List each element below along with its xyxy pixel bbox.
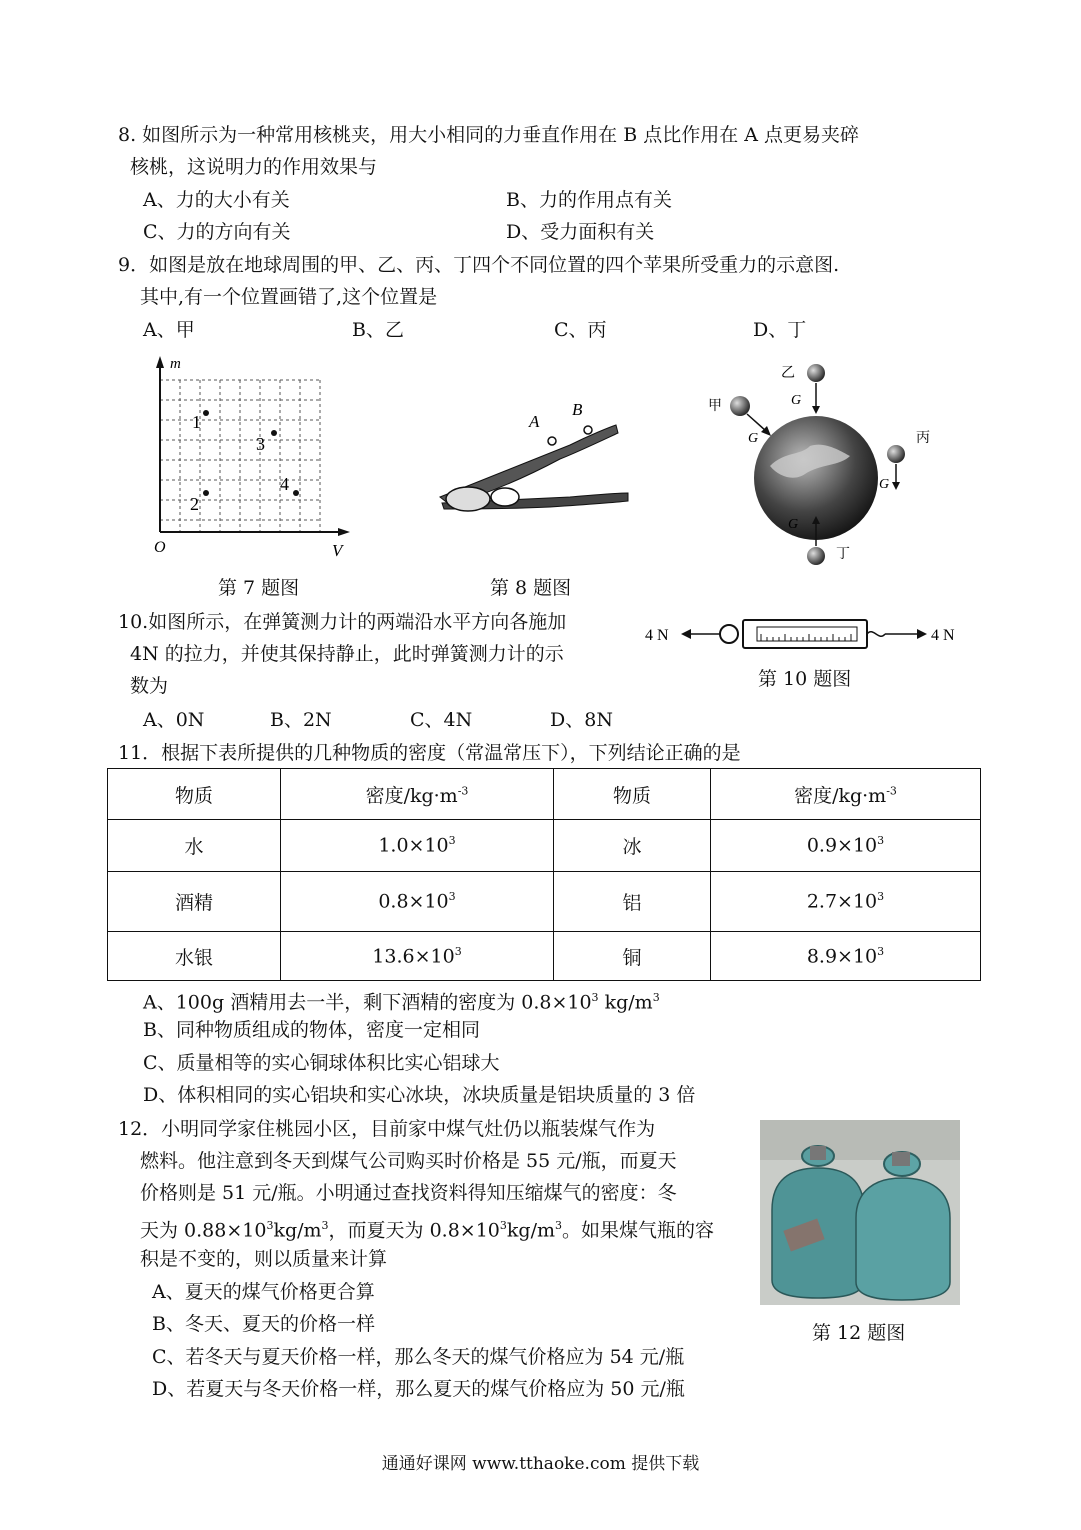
table-row bbox=[108, 872, 981, 932]
q11-option-d: D、体积相同的实心铝块和实心冰块，冰块质量是铝块质量的 3 倍 bbox=[143, 1084, 696, 1106]
cell-substance: 冰 bbox=[554, 820, 711, 872]
q12-option-b: B、冬天、夏天的价格一样 bbox=[152, 1313, 375, 1335]
cell-density: $8.9\times 10^3$ bbox=[711, 932, 981, 981]
q11-option-c: C、质量相等的实心铜球体积比实心铝球大 bbox=[143, 1052, 500, 1074]
cell-substance: 铝 bbox=[554, 872, 711, 932]
cell-substance: 铜 bbox=[554, 932, 711, 981]
q8-option-c: C、力的方向有关 bbox=[143, 221, 291, 243]
left-force-label: 4 N bbox=[645, 627, 669, 644]
q12-stem-line4: 天为 $0.88\times 10^3kg/m^3$，而夏天为 $0.8\times 10^3kg/m^3$。如果煤气瓶的容 bbox=[140, 1219, 715, 1242]
cell-substance: 水 bbox=[108, 820, 281, 872]
figure-10-caption: 第 10 题图 bbox=[758, 668, 852, 690]
figure-12-caption: 第 12 题图 bbox=[812, 1322, 906, 1344]
figure-12-photo bbox=[760, 1120, 960, 1305]
table-row bbox=[108, 820, 981, 872]
header-density-1: 密度$/kg\cdot m^{-3}$ bbox=[281, 769, 554, 820]
figure-7-graph bbox=[148, 352, 358, 564]
origin-label: O bbox=[154, 539, 166, 556]
force-yi: G bbox=[791, 393, 802, 408]
q10-stem-line1: 10.如图所示，在弹簧测力计的两端沿水平方向各施加 bbox=[118, 611, 567, 633]
figure-8-caption: 第 8 题图 bbox=[490, 577, 572, 599]
point-4 bbox=[293, 490, 299, 496]
q8-option-b: B、力的作用点有关 bbox=[506, 189, 672, 211]
gas-cylinders-illustration bbox=[760, 1120, 960, 1305]
scale-body bbox=[743, 620, 867, 648]
q9-option-a: A、甲 bbox=[143, 319, 195, 341]
q12-option-d: D、若夏天与冬天价格一样，那么夏天的煤气价格应为 50 元/瓶 bbox=[152, 1378, 685, 1400]
ring bbox=[720, 625, 738, 643]
q12-stem-line1: 12．小明同学家住桃园小区，目前家中煤气灶仍以瓶装煤气作为 bbox=[118, 1118, 656, 1140]
cell-density: $0.8\times 10^3$ bbox=[281, 872, 554, 932]
q9-stem-line2: 其中,有一个位置画错了,这个位置是 bbox=[140, 286, 438, 308]
q8-option-a: A、力的大小有关 bbox=[143, 189, 290, 211]
cell-density: $0.9\times 10^3$ bbox=[711, 820, 981, 872]
q8-stem-line1: 8. 如图所示为一种常用核桃夹，用大小相同的力垂直作用在 B 点比作用在 A 点更易夹碎 bbox=[118, 124, 860, 146]
grid-lines bbox=[160, 380, 320, 532]
point-1 bbox=[203, 410, 209, 416]
force-bing: G bbox=[879, 477, 890, 492]
label-jia: 甲 bbox=[708, 398, 722, 414]
label-yi: 乙 bbox=[781, 365, 795, 381]
q10-option-b: B、2N bbox=[270, 709, 332, 731]
x-axis-arrow bbox=[338, 528, 350, 536]
q9-option-d: D、丁 bbox=[753, 319, 807, 341]
label-a: A bbox=[529, 412, 540, 431]
apple-bing bbox=[887, 445, 905, 463]
q10-stem-line2: 4N 的拉力，并使其保持静止，此时弹簧测力计的示 bbox=[130, 643, 564, 665]
q10-option-a: A、0N bbox=[143, 709, 205, 731]
q12-stem-line2: 燃料。他注意到冬天到煤气公司购买时价格是 55 元/瓶，而夏天 bbox=[140, 1150, 677, 1172]
table-header-row bbox=[108, 769, 981, 820]
y-axis-arrow bbox=[156, 356, 164, 368]
right-force-label: 4 N bbox=[931, 627, 955, 644]
point-3 bbox=[271, 430, 277, 436]
label-ding: 丁 bbox=[836, 546, 850, 562]
force-jia: G bbox=[748, 431, 759, 446]
figure-10-spring-scale bbox=[645, 614, 965, 654]
apple-ding bbox=[807, 547, 825, 565]
q9-option-b: B、乙 bbox=[352, 319, 404, 341]
table-row bbox=[108, 932, 981, 981]
header-substance-2: 物质 bbox=[554, 769, 711, 820]
q8-stem-line2: 核桃，这说明力的作用效果与 bbox=[130, 156, 378, 178]
x-axis-label: V bbox=[332, 541, 343, 560]
apple-yi bbox=[807, 364, 825, 382]
cylinder-right bbox=[856, 1178, 950, 1300]
figure-7-caption: 第 7 题图 bbox=[218, 577, 300, 599]
header-substance-1: 物质 bbox=[108, 769, 281, 820]
q10-option-d: D、8N bbox=[550, 709, 613, 731]
point-b-marker bbox=[584, 426, 592, 434]
q10-stem-line3: 数为 bbox=[130, 675, 169, 697]
q9-option-c: C、丙 bbox=[554, 319, 607, 341]
q11-stem: 11．根据下表所提供的几种物质的密度（常温常压下），下列结论正确的是 bbox=[118, 742, 741, 764]
cell-substance: 水银 bbox=[108, 932, 281, 981]
label-b: B bbox=[572, 400, 583, 419]
force-ding: G bbox=[788, 517, 799, 532]
apple-jia bbox=[730, 396, 750, 416]
point-label-2: 2 bbox=[190, 494, 199, 514]
cell-density: $1.0\times 10^3$ bbox=[281, 820, 554, 872]
cell-density: $2.7\times 10^3$ bbox=[711, 872, 981, 932]
q8-option-d: D、受力面积有关 bbox=[506, 221, 655, 243]
figure-9-earth bbox=[700, 356, 940, 574]
figure-8-nutcracker bbox=[420, 395, 640, 525]
y-axis-label: m bbox=[170, 356, 181, 372]
q12-option-c: C、若冬天与夏天价格一样，那么冬天的煤气价格应为 54 元/瓶 bbox=[152, 1346, 685, 1368]
cell-substance: 酒精 bbox=[108, 872, 281, 932]
cell-density: $13.6\times 10^3$ bbox=[281, 932, 554, 981]
density-table bbox=[107, 768, 981, 981]
point-label-1: 1 bbox=[192, 412, 201, 432]
q12-stem-line3: 价格则是 51 元/瓶。小明通过查找资料得知压缩煤气的密度：冬 bbox=[140, 1182, 677, 1204]
q11-option-b: B、同种物质组成的物体，密度一定相同 bbox=[143, 1019, 480, 1041]
point-label-3: 3 bbox=[256, 434, 265, 454]
header-density-2: 密度$/kg\cdot m^{-3}$ bbox=[711, 769, 981, 820]
q11-option-a: A、100g 酒精用去一半，剩下酒精的密度为 $0.8\times 10^3$ $kg/m^3$ bbox=[143, 991, 660, 1014]
point-a-marker bbox=[548, 437, 556, 445]
point-label-4: 4 bbox=[280, 474, 289, 494]
q10-option-c: C、4N bbox=[410, 709, 473, 731]
page-footer: 通通好课网 www.tthaoke.com 提供下载 bbox=[381, 1454, 700, 1474]
label-bing: 丙 bbox=[916, 430, 930, 446]
q9-stem-line1: 9．如图是放在地球周围的甲、乙、丙、丁四个不同位置的四个苹果所受重力的示意图. bbox=[118, 254, 840, 276]
q12-option-a: A、夏天的煤气价格更合算 bbox=[152, 1281, 375, 1303]
q12-stem-line5: 积是不变的，则以质量来计算 bbox=[140, 1248, 388, 1270]
point-2 bbox=[203, 490, 209, 496]
